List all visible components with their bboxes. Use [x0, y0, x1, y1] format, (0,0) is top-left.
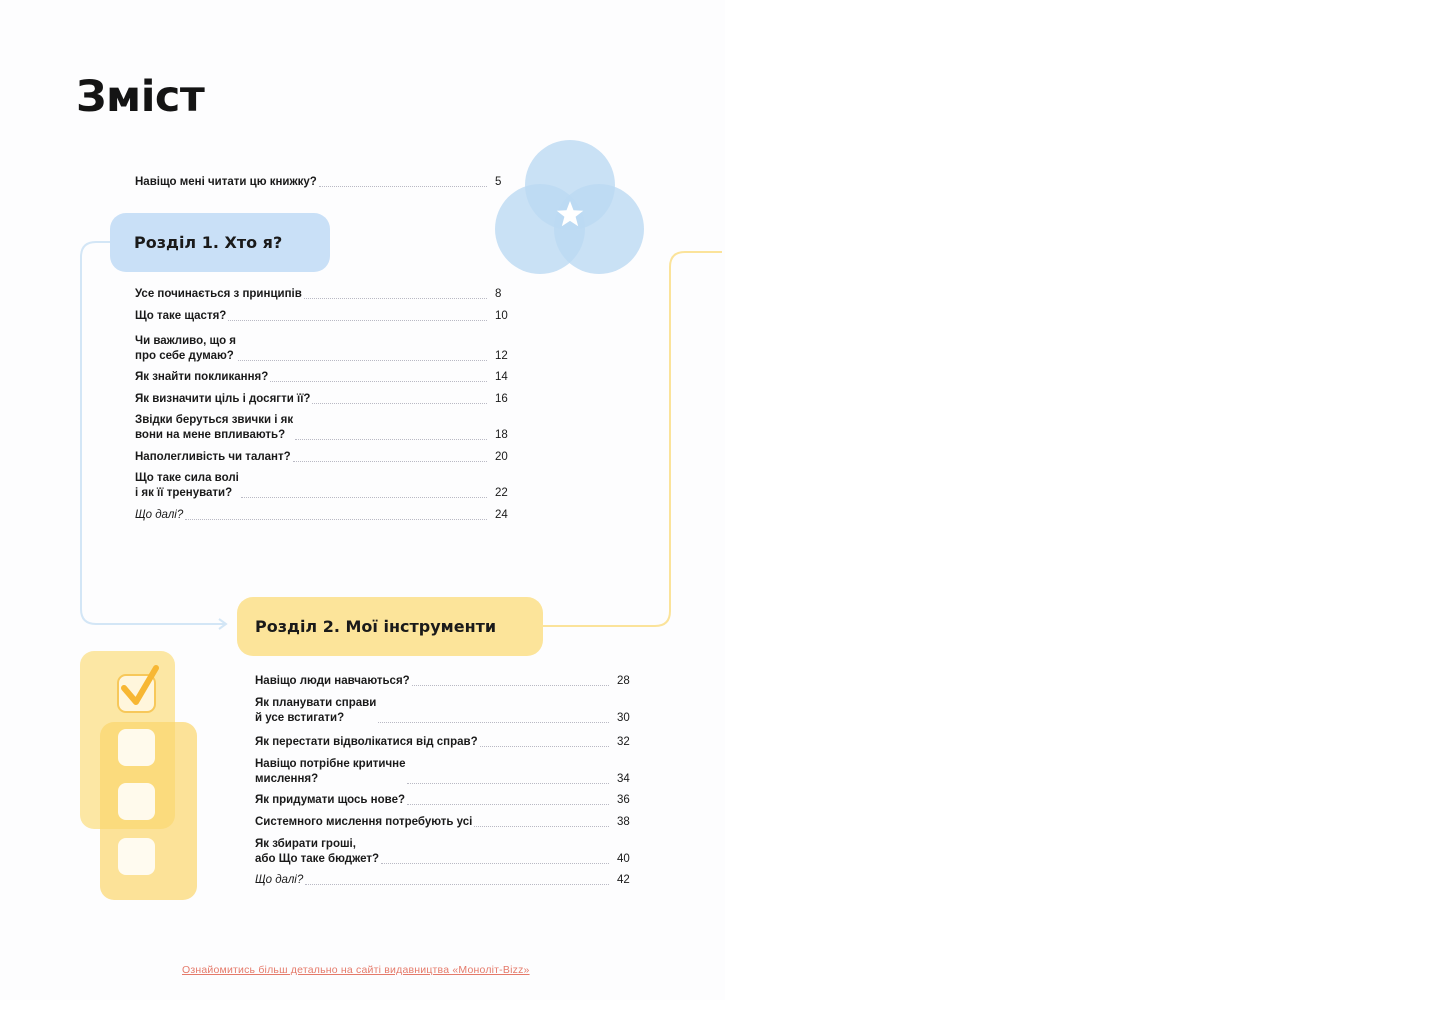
- toc-page-number: 24: [495, 509, 508, 521]
- toc-item[interactable]: [135, 309, 515, 324]
- toc-item[interactable]: [255, 757, 637, 787]
- toc-page-number: 20: [495, 451, 508, 463]
- book-page: [0, 0, 725, 1000]
- toc-item[interactable]: [255, 735, 637, 750]
- toc-page-number: 38: [617, 816, 630, 828]
- toc-page-number: 16: [495, 393, 508, 405]
- dot-leader: [228, 320, 487, 321]
- dot-leader: [238, 360, 487, 361]
- toc-item[interactable]: [135, 471, 515, 501]
- toc-item-label: Як визначити ціль і досягти її?: [135, 393, 311, 405]
- section-2-header: [237, 597, 543, 656]
- toc-page-number: 30: [617, 712, 630, 724]
- toc-item-label: Звідки беруться звички і як вони на мене впливають?: [135, 414, 294, 441]
- toc-item[interactable]: [255, 815, 637, 830]
- toc-item-label: Як збирати гроші, або Що таке бюджет?: [255, 838, 380, 865]
- toc-page-number: 12: [495, 350, 508, 362]
- venn-star-icon: [495, 140, 644, 274]
- dot-leader: [407, 783, 609, 784]
- toc-item-label: Як придумати щось нове?: [255, 794, 405, 806]
- section-1-title: Розділ 1. Хто я?: [134, 233, 283, 252]
- toc-item[interactable]: [255, 674, 637, 689]
- toc-page-number: 14: [495, 371, 508, 383]
- dot-leader: [381, 863, 609, 864]
- toc-page-number: 40: [617, 853, 630, 865]
- toc-page-number: 32: [617, 736, 630, 748]
- toc-item-label: Чи важливо, що я про себе думаю?: [135, 335, 237, 362]
- toc-item[interactable]: [255, 837, 637, 867]
- dot-leader: [270, 381, 487, 382]
- toc-page-number: 34: [617, 773, 630, 785]
- toc-page-number: 28: [617, 675, 630, 687]
- toc-item[interactable]: [135, 392, 515, 407]
- toc-page-number: 22: [495, 487, 508, 499]
- toc-item[interactable]: [255, 793, 637, 808]
- dot-leader: [474, 826, 609, 827]
- dot-leader: [319, 186, 487, 187]
- toc-item-label: Навіщо люди навчаються?: [255, 675, 410, 687]
- dot-leader: [241, 497, 487, 498]
- toc-item[interactable]: [135, 450, 515, 465]
- toc-item-label: Як перестати відволікатися від справ?: [255, 736, 478, 748]
- toc-page-number: 5: [495, 176, 502, 188]
- page-title: Зміст: [76, 72, 205, 122]
- toc-item-label: Що таке щастя?: [135, 310, 227, 322]
- toc-page-number: 42: [617, 874, 630, 886]
- toc-item[interactable]: [135, 370, 515, 385]
- checklist-icon: [80, 651, 197, 900]
- dot-leader: [305, 884, 609, 885]
- toc-item[interactable]: [135, 508, 515, 523]
- toc-item-label: Як знайти покликання?: [135, 371, 269, 383]
- toc-item-intro[interactable]: [135, 175, 515, 190]
- toc-item-label: Навіщо мені читати цю книжку?: [135, 176, 317, 188]
- toc-item-label: Системного мислення потребують усі: [255, 816, 473, 828]
- toc-item[interactable]: [255, 873, 637, 888]
- toc-item-label: Що таке сила волі і як її тренувати?: [135, 472, 239, 499]
- toc-page-number: 18: [495, 429, 508, 441]
- toc-page-number: 8: [495, 288, 502, 300]
- dot-leader: [295, 439, 487, 440]
- toc-item-label: Усе починається з принципів: [135, 288, 302, 300]
- toc-item-label: Як планувати справи й усе встигати?: [255, 697, 377, 724]
- dot-leader: [312, 403, 487, 404]
- dot-leader: [407, 804, 609, 805]
- publisher-site-link[interactable]: Ознайомитись більш детально на сайті видавництва «Моноліт-Bizz»: [182, 964, 530, 976]
- connector-line-yellow: [543, 252, 722, 626]
- dot-leader: [412, 685, 609, 686]
- toc-item[interactable]: [135, 413, 515, 443]
- toc-page-number: 10: [495, 310, 508, 322]
- toc-item-label: Що далі?: [255, 874, 304, 886]
- section-1-header: [110, 213, 330, 272]
- dot-leader: [304, 298, 487, 299]
- dot-leader: [480, 746, 609, 747]
- dot-leader: [293, 461, 487, 462]
- toc-page-number: 36: [617, 794, 630, 806]
- section-2-title: Розділ 2. Мої інструменти: [255, 617, 497, 636]
- dot-leader: [185, 519, 487, 520]
- toc-item[interactable]: [135, 334, 515, 364]
- toc-item-label: Навіщо потрібне критичне мислення?: [255, 758, 406, 785]
- toc-item-label: Наполегливість чи талант?: [135, 451, 291, 463]
- dot-leader: [378, 722, 609, 723]
- toc-item[interactable]: [135, 287, 515, 302]
- toc-item[interactable]: [255, 696, 637, 726]
- toc-item-label: Що далі?: [135, 509, 184, 521]
